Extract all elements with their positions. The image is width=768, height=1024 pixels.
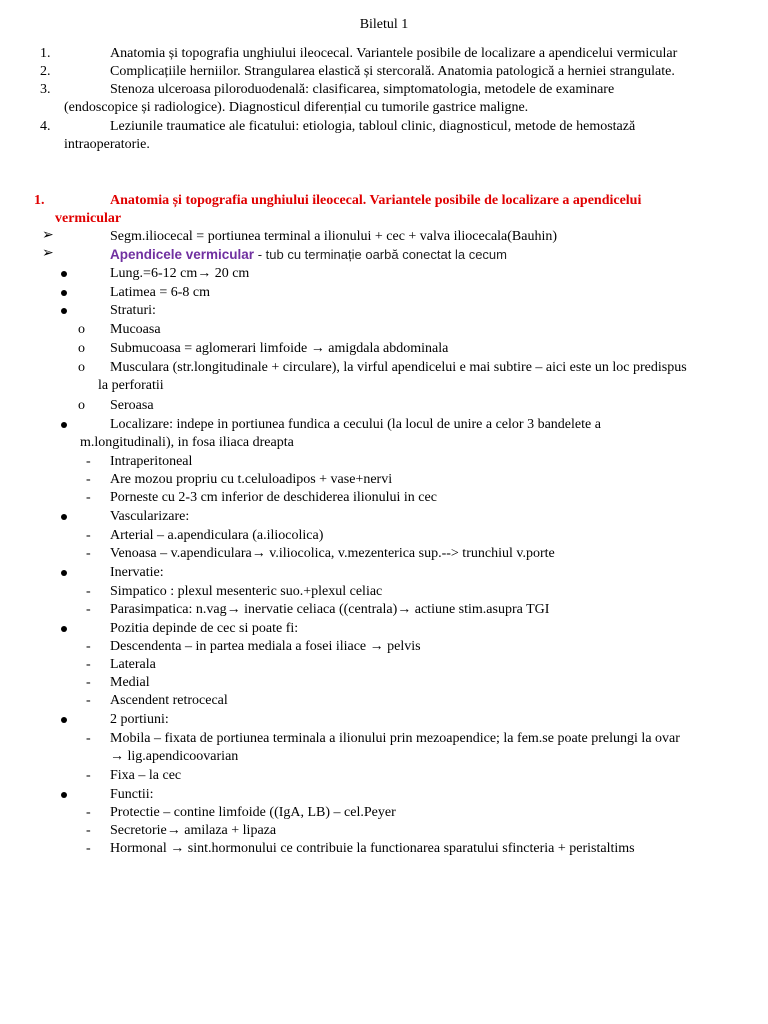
dash-bullet-icon: - <box>86 805 91 820</box>
list-item: Porneste cu 2-3 cm inferior de deschiderea ilionului in cec <box>110 490 437 505</box>
list-item: Protectie – contine limfoide ((IgA, LB) – cel.Peyer <box>110 805 396 820</box>
list-item: Ascendent retrocecal <box>110 693 228 708</box>
list-item: Medial <box>110 675 150 690</box>
dash-bullet-icon: - <box>86 823 91 838</box>
question-number: 4. <box>40 119 51 134</box>
dash-bullet-icon: - <box>86 675 91 690</box>
arrow-bullet-icon: ➢ <box>42 228 54 243</box>
question-number: 2. <box>40 64 51 79</box>
section-heading-cont: vermicular <box>55 211 122 226</box>
list-item: Musculara (str.longitudinale + circulare), la virful apendicelui e mai subtire – aici este un loc predispus <box>110 360 687 375</box>
term-definition: - tub cu terminație oarbă conectat la cecum <box>254 247 507 262</box>
list-item: Simpatico : plexul mesenteric suo.+plexul celiac <box>110 584 383 599</box>
list-item-cont: m.longitudinali), in fosa iliaca dreapta <box>80 435 294 450</box>
list-item: Inervatie: <box>110 565 164 580</box>
dash-bullet-icon: - <box>86 584 91 599</box>
dash-bullet-icon: - <box>86 602 91 617</box>
dash-bullet-icon: - <box>86 768 91 783</box>
dash-bullet-icon: - <box>86 490 91 505</box>
arrow-icon: → <box>197 266 212 281</box>
bullet-icon <box>61 422 67 428</box>
section-number: 1. <box>34 193 45 208</box>
list-item-cont: → lig.apendicoovarian <box>110 749 239 764</box>
bullet-icon <box>61 570 67 576</box>
bullet-icon <box>61 514 67 520</box>
arrow-icon: → <box>251 546 266 561</box>
dash-bullet-icon: - <box>86 639 91 654</box>
list-item: Pozitia depinde de cec si poate fi: <box>110 621 299 636</box>
list-item: Hormonal → sint.hormonului ce contribuie la functionarea sparatului sfincteria + peristaltims <box>110 841 635 856</box>
question-number: 3. <box>40 82 51 97</box>
list-item: Localizare: indepe in portiunea fundica a cecului (la locul de unire a celor 3 bandelete a <box>110 417 601 432</box>
circle-bullet-icon: o <box>78 398 85 413</box>
list-item: Descendenta – in partea mediala a fosei iliace → pelvis <box>110 639 421 654</box>
list-item: Are mozou propriu cu t.celuloadipos + vase+nervi <box>110 472 393 487</box>
bullet-icon <box>61 308 67 314</box>
question-text-cont: (endoscopice și radiologice). Diagnosticul diferențial cu tumorile gastrice maligne. <box>64 100 529 115</box>
list-item: Lung.=6-12 cm→ 20 cm <box>110 266 250 281</box>
dash-bullet-icon: - <box>86 454 91 469</box>
arrow-icon: → <box>310 341 325 356</box>
question-text-cont: intraoperatorie. <box>64 137 150 152</box>
circle-bullet-icon: o <box>78 341 85 356</box>
dash-bullet-icon: - <box>86 841 91 856</box>
arrow-icon: → <box>397 602 412 617</box>
circle-bullet-icon: o <box>78 360 85 375</box>
list-item: Mucoasa <box>110 322 161 337</box>
list-item: Laterala <box>110 657 156 672</box>
arrow-item: Segm.iliocecal = portiunea terminal a ilionului + cec + valva iliocecala(Bauhin) <box>110 229 558 244</box>
list-item: Seroasa <box>110 398 154 413</box>
list-item: Functii: <box>110 787 154 802</box>
list-item: Mobila – fixata de portiunea terminala a ilionului prin mezoapendice; la fem.se poate prelungi la ovar <box>110 731 680 746</box>
arrow-item <box>110 246 507 265</box>
bullet-icon <box>61 626 67 632</box>
arrow-icon: → <box>166 823 181 838</box>
term-highlight: Apendicele vermicular <box>110 247 255 262</box>
question-text: Complicațiile herniilor. Strangularea elastică și stercorală. Anatomia patologică a herniei strangulate. <box>110 64 675 79</box>
dash-bullet-icon: - <box>86 693 91 708</box>
list-item-cont: la perforatii <box>98 378 164 393</box>
bullet-icon <box>61 271 67 277</box>
list-item: Intraperitoneal <box>110 454 193 469</box>
list-item: Vascularizare: <box>110 509 190 524</box>
dash-bullet-icon: - <box>86 472 91 487</box>
list-item: Latimea = 6-8 cm <box>110 285 211 300</box>
list-item: 2 portiuni: <box>110 712 169 727</box>
page-title: Biletul 1 <box>359 17 409 32</box>
question-text: Leziunile traumatice ale ficatului: etiologia, tabloul clinic, diagnosticul, metode de hemostază <box>110 119 636 134</box>
arrow-icon: → <box>170 841 185 856</box>
question-text: Anatomia și topografia unghiului ileocecal. Variantele posibile de localizare a apendicelui vermicular <box>110 46 678 61</box>
section-heading: Anatomia și topografia unghiului ileocecal. Variantele posibile de localizare a apendicelui <box>110 193 642 208</box>
arrow-bullet-icon: ➢ <box>42 246 54 261</box>
list-item: Secretorie→ amilaza + lipaza <box>110 823 277 838</box>
dash-bullet-icon: - <box>86 731 91 746</box>
bullet-icon <box>61 717 67 723</box>
list-item: Arterial – a.apendiculara (a.iliocolica) <box>110 528 324 543</box>
arrow-icon: → <box>226 602 241 617</box>
list-item: Straturi: <box>110 303 156 318</box>
question-text: Stenoza ulceroasa piloroduodenală: clasificarea, simptomatologia, metodele de examinare <box>110 82 615 97</box>
arrow-icon: → <box>110 749 124 764</box>
bullet-icon <box>61 290 67 296</box>
circle-bullet-icon: o <box>78 322 85 337</box>
bullet-icon <box>61 792 67 798</box>
dash-bullet-icon: - <box>86 546 91 561</box>
dash-bullet-icon: - <box>86 528 91 543</box>
question-number: 1. <box>40 46 51 61</box>
list-item: Venoasa – v.apendiculara→ v.iliocolica, v.mezenterica sup.--> trunchiul v.porte <box>110 546 555 561</box>
list-item: Parasimpatica: n.vag→ inervatie celiaca ((centrala)→ actiune stim.asupra TGI <box>110 602 550 617</box>
arrow-icon: → <box>369 639 384 654</box>
dash-bullet-icon: - <box>86 657 91 672</box>
list-item: Submucoasa = aglomerari limfoide → amigdala abdominala <box>110 341 449 356</box>
list-item: Fixa – la cec <box>110 768 182 783</box>
